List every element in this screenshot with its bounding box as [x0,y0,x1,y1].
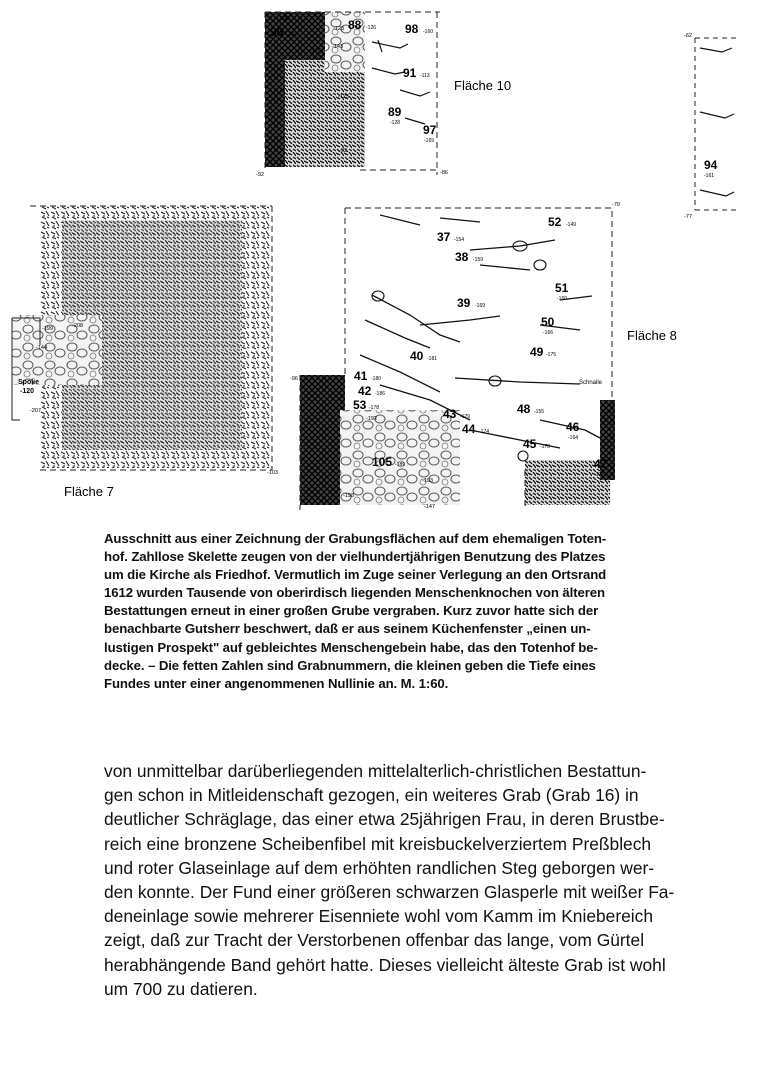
depth-mark: -198 [343,493,355,499]
grave-number: 37 [437,230,451,244]
area-label-7: Fläche 7 [64,484,114,499]
grave-number: 41 [354,369,368,383]
body-line: reich eine bronzene Scheibenfibel mit kreisbuckelverziertem Preßblech [104,833,652,854]
grave-number: 45 [523,437,537,451]
grave-number: 46 [566,420,580,434]
excavation-plan-svg [0,0,768,525]
grave-number: 88 [348,18,362,32]
grave-number: 89 [388,105,402,119]
depth-mark: -130 [278,16,290,22]
depth-mark: -96 [290,376,298,382]
grave-depth: -163 [287,32,298,38]
grave-depth: -113 [420,73,430,79]
area-7-drawing [12,206,272,470]
grave-depth: -186 [375,391,386,397]
grave-depth: -159 [473,257,484,263]
grave-number: 50 [541,315,555,329]
grave-depth: -169 [475,303,486,309]
caption-line: Bestattungen erneut in einer großen Grube vergraben. Kurz zuvor hatte sich der [104,603,599,619]
depth-mark: -123 [333,26,345,32]
depth-mark: -92 [256,172,264,178]
grave-depth: -160 [423,29,434,35]
grave-depth: -180 [371,376,382,382]
caption-line: lustigen Prospekt" auf gebleichtes Menschengebein habe, das den Totenhof be- [104,639,598,655]
grave-depth: -128 [390,120,401,126]
area-label-8: Fläche 8 [627,328,677,343]
depth-mark: -199 [42,326,54,332]
grave-number: 98 [405,22,419,36]
depth-mark: -86 [440,170,448,176]
grave-number: 52 [548,215,562,229]
body-line: zeigt, daß zur Tracht der Verstorbenen offenbar das lange, vom Gürtel [104,930,645,951]
depth-mark: -143 [332,44,344,50]
grave-depth: -189 [395,462,406,468]
body-line: deneinlage sowie mehrerer Eisenniete wohl vom Kamm im Kniebereich [104,906,654,927]
grave-depth: -161 [704,173,715,179]
grave-depth: -178 [369,405,380,411]
grave-depth: -181 [427,356,438,362]
depth-mark: -193 [422,478,434,484]
depth-mark: -208 [72,323,84,329]
grave-depth: -174 [479,429,490,435]
body-line: gen schon in Mitleidenschaft gezogen, ein weiteres Grab (Grab 16) in [104,785,639,806]
caption-line: Fundes unter einer angenommenen Nullinie an. M. 1:60. [104,675,449,691]
caption-line: um die Kirche als Friedhof. Vermutlich im Zuge seiner Verlegung an den Ortsrand [104,567,607,583]
caption-line: hof. Zahllose Skelette zeugen von der vielhundertjährigen Benutzung des Platzes [104,549,606,565]
area-strip-drawing [695,38,738,210]
area-label-10: Fläche 10 [454,78,512,93]
grave-number: 53 [353,398,367,412]
grave-number: 51 [555,281,569,295]
body-line: den konnte. Der Fund einer größeren schwarzen Glasperle mit weißer Fa- [104,882,675,903]
grave-depth: -166 [543,330,554,336]
grave-number: 38 [455,250,469,264]
depth-mark: -207 [30,408,42,414]
grave-depth: -164 [568,435,579,441]
caption-line: 1612 wurden Tausende von oberirdisch liegenden Menschenknochen von älteren [104,585,605,601]
grave-number: 48 [517,402,531,416]
body-line: um 700 zu datieren. [104,978,258,999]
grave-depth: -126 [366,25,377,31]
grave-number: 49 [530,345,544,359]
grave-number: 47 [594,457,608,471]
grave-depth: -170 [540,444,551,450]
grave-number: 42 [358,384,372,398]
depth-mark: -79 [612,202,620,208]
depth-mark: -93 [339,148,347,154]
depth-mark: -103 [267,470,279,476]
schnalle-label: Schnalle [579,380,603,386]
depth-mark: -144 [36,345,48,351]
body-line: herabhängende Band gehört hatte. Dieses vielleicht älteste Grab ist wohl [104,954,666,975]
grave-number: 44 [462,422,476,436]
grave-number: 39 [457,296,471,310]
grave-depth: -169 [424,138,435,144]
body-line: und roter Glaseinlage auf dem erhöhten randlichen Steg geborgen wer- [104,857,655,878]
grave-number: 97 [423,123,437,137]
grave-number: 91 [403,66,417,80]
grave-depth: -179 [460,414,471,420]
grave-depth: -160 [557,296,568,302]
depth-mark: -175 [310,48,322,54]
grave-number: 43 [443,407,457,421]
grave-depth: -172 [594,472,605,478]
grave-number: 90 [270,25,284,39]
grave-number: 94 [704,158,718,172]
spolie-label: Spolie [18,379,40,386]
caption-line: decke. – Die fetten Zahlen sind Grabnummern, die kleinen geben die Tiefe eines [104,657,596,673]
grave-number: 40 [410,349,424,363]
spolie-depth: -120 [20,388,35,395]
grave-depth: -175 [546,352,557,358]
figure-caption [104,530,664,693]
grave-depth: -155 [534,409,545,415]
depth-mark: -125 [338,94,350,100]
depth-mark: -62 [684,33,692,39]
depth-mark: -77 [684,214,692,220]
grave-depth: -154 [454,237,465,243]
depth-mark: -147 [424,504,436,510]
body-line: von unmittelbar darüberliegenden mittelalterlich-christlichen Bestattun- [104,761,647,781]
caption-line: benachbarte Gutsherr beschwert, daß er aus seinem Küchenfenster „einen un- [104,621,591,637]
grave-depth: -149 [566,222,577,228]
caption-line: Ausschnitt aus einer Zeichnung der Grabungsflächen auf dem ehemaligen Toten- [104,531,607,546]
depth-mark: -192 [366,416,378,422]
excavation-drawing [0,0,768,525]
body-paragraph [104,759,675,1001]
grave-number: 105 [372,455,393,469]
body-line: deutlicher Schräglage, das einer etwa 25jährigen Frau, in deren Brustbe- [104,809,665,830]
